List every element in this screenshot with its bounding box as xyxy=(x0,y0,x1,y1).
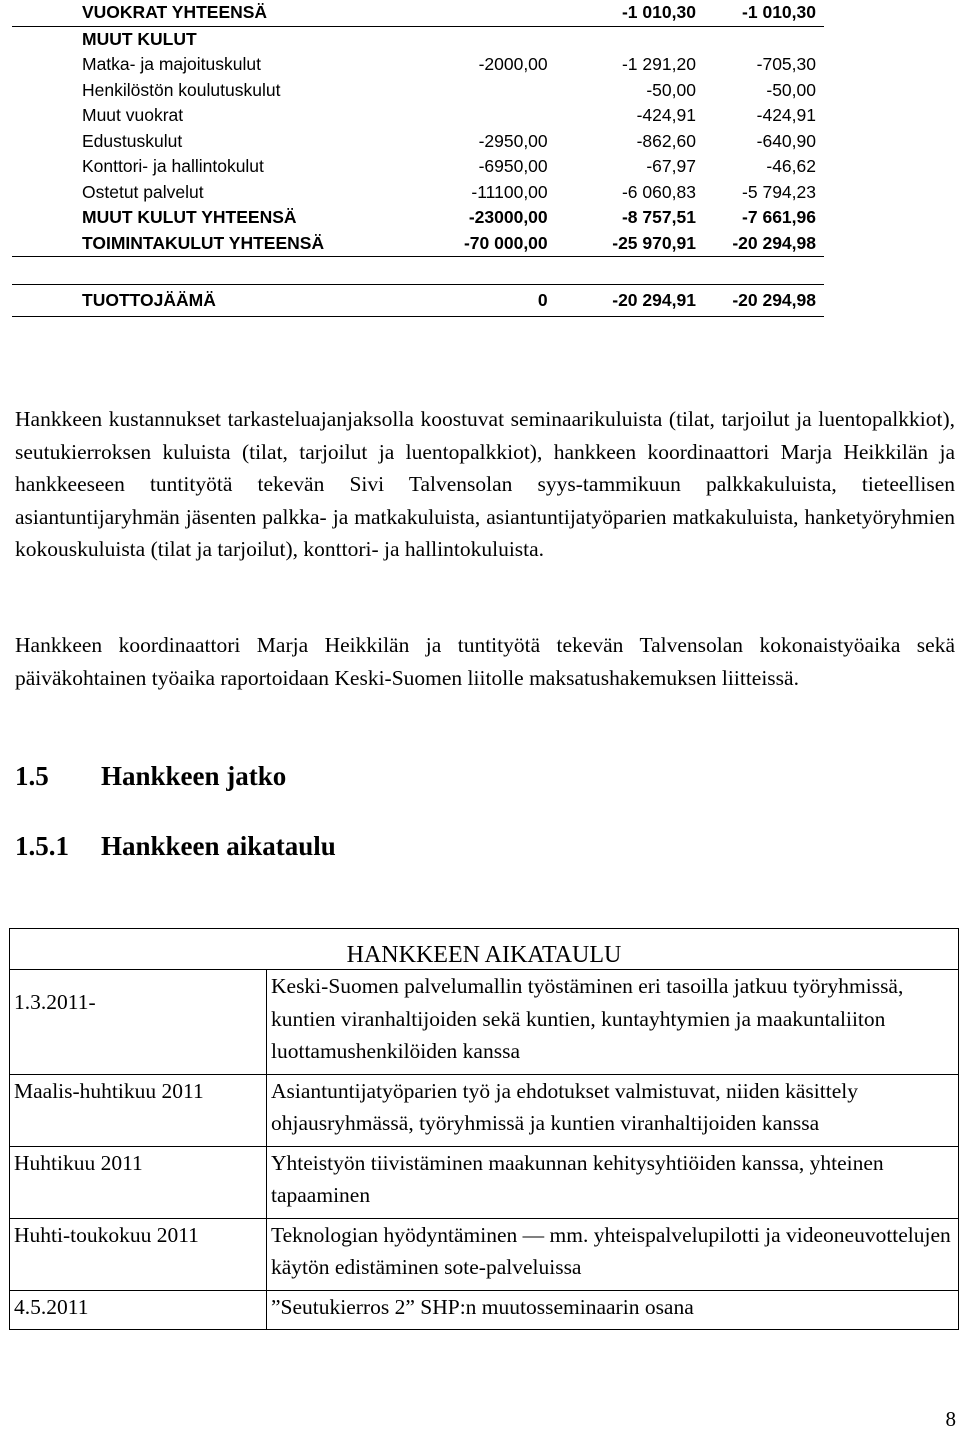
subsection-title: Hankkeen aikataulu xyxy=(101,831,336,861)
budget-value: -6950,00 xyxy=(478,156,548,176)
year-a-value: -1 010,30 xyxy=(548,0,696,26)
year-a-value xyxy=(548,26,696,52)
schedule-date: 1.3.2011- xyxy=(10,970,267,1075)
budget-value: -2000,00 xyxy=(478,54,548,74)
schedule-text: Teknologian hyödyntäminen — mm. yhteispalvelupilotti ja videoneuvottelujen käytön edistäminen sote-palveluissa xyxy=(267,1218,959,1290)
schedule-row xyxy=(10,1218,959,1290)
schedule-date: Maalis-huhtikuu 2011 xyxy=(10,1074,267,1146)
year-a-value: -8 757,51 xyxy=(621,207,696,227)
row-label: Henkilöstön koulutuskulut xyxy=(82,79,281,100)
result-budget: 0 xyxy=(401,285,548,317)
budget-value xyxy=(401,78,548,104)
section-title: Hankkeen jatko xyxy=(101,761,287,791)
section-heading xyxy=(15,761,286,792)
schedule-title: HANKKEEN AIKATAULU xyxy=(10,929,959,970)
year-b-value: -424,91 xyxy=(756,105,816,125)
schedule-text: Keski-Suomen palvelumallin työstäminen eri tasoilla jatkuu työryhmissä, kuntien viranhaltijoiden sekä kuntien, kuntayhtymien ja maakuntaliiton luottamushenkilöiden kanssa xyxy=(267,970,959,1075)
year-a-value: -50,00 xyxy=(646,79,696,100)
budget-value: -70 000,00 xyxy=(401,231,548,257)
year-a-value: -67,97 xyxy=(646,156,696,176)
result-label: TUOTTOJÄÄMÄ xyxy=(12,285,401,317)
row-label: Matka- ja majoituskulut xyxy=(82,54,261,74)
year-b-value: -705,30 xyxy=(756,54,816,74)
year-a-value: -1 291,20 xyxy=(621,54,696,74)
schedule-text: Asiantuntijatyöparien työ ja ehdotukset valmistuvat, niiden käsittely ohjausryhmässä, työryhmissä ja kuntien viranhaltijoiden kanssa xyxy=(267,1074,959,1146)
subsection-number: 1.5.1 xyxy=(15,831,69,861)
budget-value: -23000,00 xyxy=(468,207,548,227)
year-a-value: -424,91 xyxy=(636,105,696,125)
year-b-value: -1 010,30 xyxy=(696,0,824,26)
budget-row xyxy=(12,231,824,257)
year-b-value xyxy=(696,26,824,52)
costs-paragraph: Hankkeen kustannukset tarkasteluajanjaksolla koostuvat seminaarikuluista (tilat, tarjoilut ja luentopalkkiot), seutukierroksen kuluista (tilat, tarjoilut ja luentopalkkiot), hankkeen koordinaattori Marja Heikkilän ja hankkeeseen tuntityötä tekevän Sivi Talvensolan syys-tammikuun palkkakuluista, tieteellisen asiantuntijaryhmän jäsenten palkka- ja matkakuluista, asiantuntijatyöparien matkakuluista, hanketyöryhmien kokouskuluista (tilat ja tarjoilut), konttori- ja hallintokuluista. xyxy=(15,407,955,561)
result-year-a: -20 294,91 xyxy=(548,285,696,317)
year-b-value: -7 661,96 xyxy=(742,207,816,227)
year-b-value: -640,90 xyxy=(756,130,816,151)
schedule-row xyxy=(10,1074,959,1146)
budget-value: -11100,00 xyxy=(471,181,548,202)
budget-value xyxy=(401,26,548,52)
year-b-value: -20 294,98 xyxy=(696,231,824,257)
budget-row xyxy=(12,0,824,26)
schedule-table xyxy=(9,928,959,1330)
row-label: Muut vuokrat xyxy=(82,105,184,125)
row-label: TOIMINTAKULUT YHTEENSÄ xyxy=(12,231,401,257)
schedule-date: 4.5.2011 xyxy=(10,1290,267,1330)
schedule-row xyxy=(10,1146,959,1218)
budget-table xyxy=(12,0,824,317)
schedule-text: Yhteistyön tiivistäminen maakunnan kehitysyhtiöiden kanssa, yhteinen tapaaminen xyxy=(267,1146,959,1218)
budget-value xyxy=(401,103,548,129)
section-number: 1.5 xyxy=(15,761,49,791)
schedule-row xyxy=(10,970,959,1075)
budget-row xyxy=(12,180,824,206)
schedule-row xyxy=(10,1290,959,1330)
budget-row xyxy=(12,26,824,52)
year-a-value: -6 060,83 xyxy=(621,181,696,202)
page-number: 8 xyxy=(945,1407,956,1431)
row-label: MUUT KULUT YHTEENSÄ xyxy=(82,207,297,227)
schedule-header-row xyxy=(10,929,959,970)
schedule-date: Huhti-toukokuu 2011 xyxy=(10,1218,267,1290)
year-a-value: -862,60 xyxy=(636,130,696,151)
subsection-heading xyxy=(15,831,336,862)
budget-row xyxy=(12,78,824,104)
row-label: Ostetut palvelut xyxy=(82,181,204,202)
budget-row xyxy=(12,154,824,180)
budget-value xyxy=(401,0,548,26)
year-b-value: -46,62 xyxy=(766,156,816,176)
worktime-paragraph: Hankkeen koordinaattori Marja Heikkilän ja tuntityötä tekevän Talvensolan kokonaistyöaika sekä päiväkohtainen työaika raportoidaan Keski-Suomen liitolle maksatushakemuksen liitteissä. xyxy=(15,633,955,690)
schedule-text: ”Seutukierros 2” SHP:n muutosseminaarin osana xyxy=(267,1290,959,1330)
result-row xyxy=(12,285,824,317)
budget-row xyxy=(12,205,824,231)
year-b-value: -5 794,23 xyxy=(742,181,816,202)
row-label: Konttori- ja hallintokulut xyxy=(82,156,264,176)
row-label: Edustuskulut xyxy=(82,130,183,151)
result-year-b: -20 294,98 xyxy=(696,285,824,317)
year-a-value: -25 970,91 xyxy=(548,231,696,257)
spacer-row xyxy=(12,257,824,285)
budget-value: -2950,00 xyxy=(478,130,548,151)
budget-row xyxy=(12,103,824,129)
schedule-date: Huhtikuu 2011 xyxy=(10,1146,267,1218)
row-label: MUUT KULUT xyxy=(82,28,197,49)
budget-row xyxy=(12,129,824,155)
year-b-value: -50,00 xyxy=(766,79,816,100)
budget-row xyxy=(12,52,824,78)
row-label: VUOKRAT YHTEENSÄ xyxy=(12,0,401,26)
